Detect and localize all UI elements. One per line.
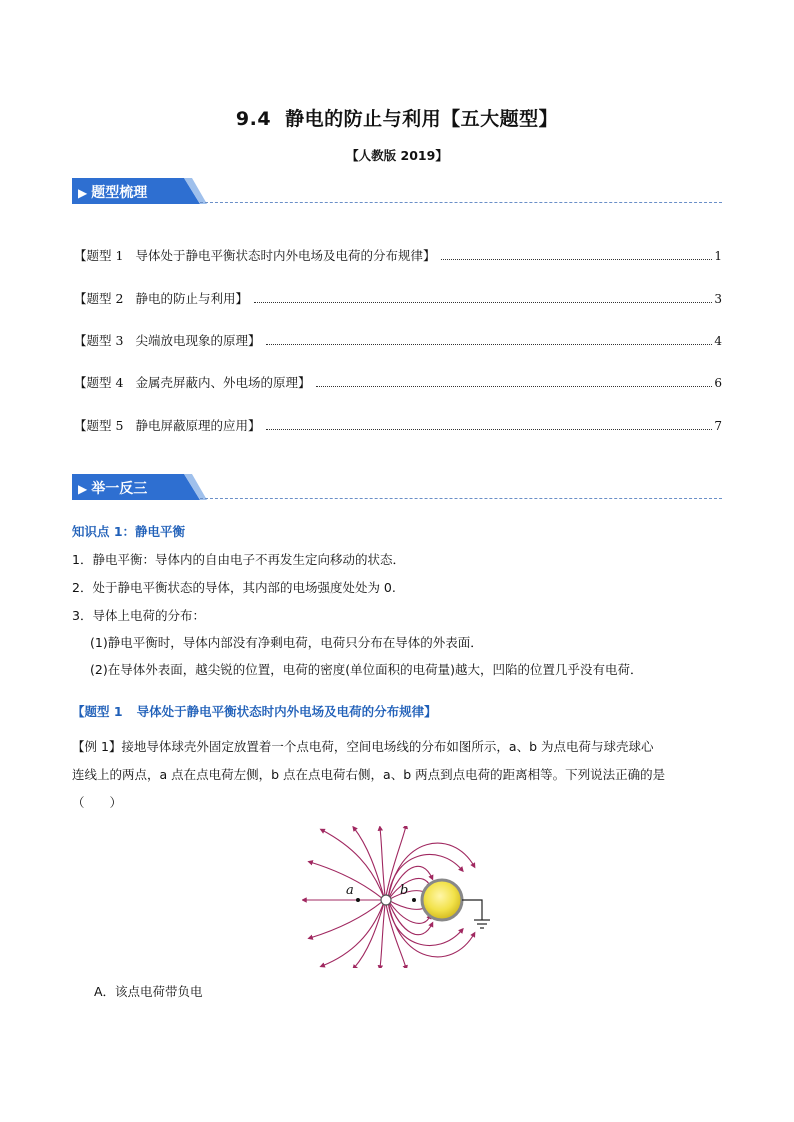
knowledge-point-2: 2．处于静电平衡状态的导体，其内部的电场强度处处为 0. (72, 580, 396, 595)
knowledge-heading: 知识点 1：静电平衡 (72, 524, 186, 539)
toc-entry-2[interactable] (74, 289, 722, 307)
title-number: 9.4 (235, 108, 272, 130)
toc-leader (441, 258, 712, 260)
knowledge-point-1: 1．静电平衡：导体内的自由电子不再发生定向移动的状态． (72, 552, 405, 567)
toc-leader (266, 428, 712, 430)
section-title: 题型梳理 (91, 185, 148, 201)
point-a (356, 898, 360, 902)
knowledge-point-3b: (2)在导体外表面，越尖锐的位置，电荷的密度(单位面积的电荷量)越大，凹陷的位置几乎没有电荷． (90, 662, 643, 677)
section-title: 举一反三 (91, 481, 148, 497)
question-type-heading (72, 702, 437, 720)
toc-text: 金属壳屏蔽内、外电场的原理】 (135, 375, 311, 390)
toc-page: 6 (714, 376, 722, 390)
toc-number: 【题型 1 (74, 248, 124, 263)
toc-leader (266, 343, 712, 345)
toc-page: 1 (714, 249, 722, 263)
title-text: 静电的防止与利用【五大题型】 (285, 108, 559, 130)
toc-page: 4 (714, 334, 722, 348)
section-header-toc (72, 178, 722, 204)
toc-number: 【题型 4 (74, 375, 124, 390)
toc-number: 【题型 3 (74, 333, 124, 348)
point-b (412, 898, 416, 902)
electric-field-diagram (302, 826, 502, 968)
ground-icon (462, 900, 490, 928)
toc-page: 7 (714, 419, 722, 433)
label-b: b (400, 883, 409, 898)
play-arrow-icon: ▶ (78, 482, 88, 496)
field-line-figure (302, 826, 502, 972)
toc-number: 【题型 5 (74, 418, 124, 433)
page-title (0, 104, 794, 131)
conducting-sphere (422, 880, 462, 920)
toc-text: 静电的防止与利用】 (135, 291, 248, 306)
label-a: a (346, 883, 354, 898)
example-line-2: 连线上的两点，a 点在点电荷左侧，b 点在点电荷右侧，a、b 两点到点电荷的距离相等。下列说法正确的是 (72, 767, 666, 782)
play-arrow-icon: ▶ (78, 186, 88, 200)
toc-leader (254, 301, 712, 303)
toc-leader (316, 385, 712, 387)
toc-entry-4[interactable] (74, 373, 722, 391)
section-tab (72, 474, 207, 500)
toc-entry-1[interactable] (74, 246, 722, 264)
toc-text: 尖端放电现象的原理】 (135, 333, 261, 348)
toc-text: 导体处于静电平衡状态时内外电场及电荷的分布规律】 (135, 248, 436, 263)
knowledge-point-3a: (1)静电平衡时，导体内部没有净剩电荷，电荷只分布在导体的外表面． (90, 635, 483, 650)
example-text (72, 733, 722, 817)
point-charge (381, 895, 391, 905)
question-type-text: 导体处于静电平衡状态时内外电场及电荷的分布规律】 (136, 704, 437, 719)
toc-entry-5[interactable] (74, 416, 722, 434)
edition-label: 【人教版 2019】 (346, 148, 448, 163)
toc-text: 静电屏蔽原理的应用】 (135, 418, 261, 433)
option-a[interactable]: A．该点电荷带负电 (94, 984, 203, 999)
section-tab (72, 178, 207, 204)
question-type-number: 【题型 1 (72, 704, 123, 719)
dashed-divider (200, 202, 722, 203)
example-line-1: 【例 1】接地导体球壳外固定放置着一个点电荷，空间电场线的分布如图所示，a、b 为点电荷与球壳球心 (72, 739, 654, 754)
section-header-examples (72, 474, 722, 500)
dashed-divider (200, 498, 722, 499)
example-line-3: （ ） (72, 795, 123, 810)
toc-page: 3 (714, 292, 722, 306)
toc-entry-3[interactable] (74, 331, 722, 349)
toc-number: 【题型 2 (74, 291, 124, 306)
knowledge-point-3: 3．导体上电荷的分布： (72, 608, 205, 623)
